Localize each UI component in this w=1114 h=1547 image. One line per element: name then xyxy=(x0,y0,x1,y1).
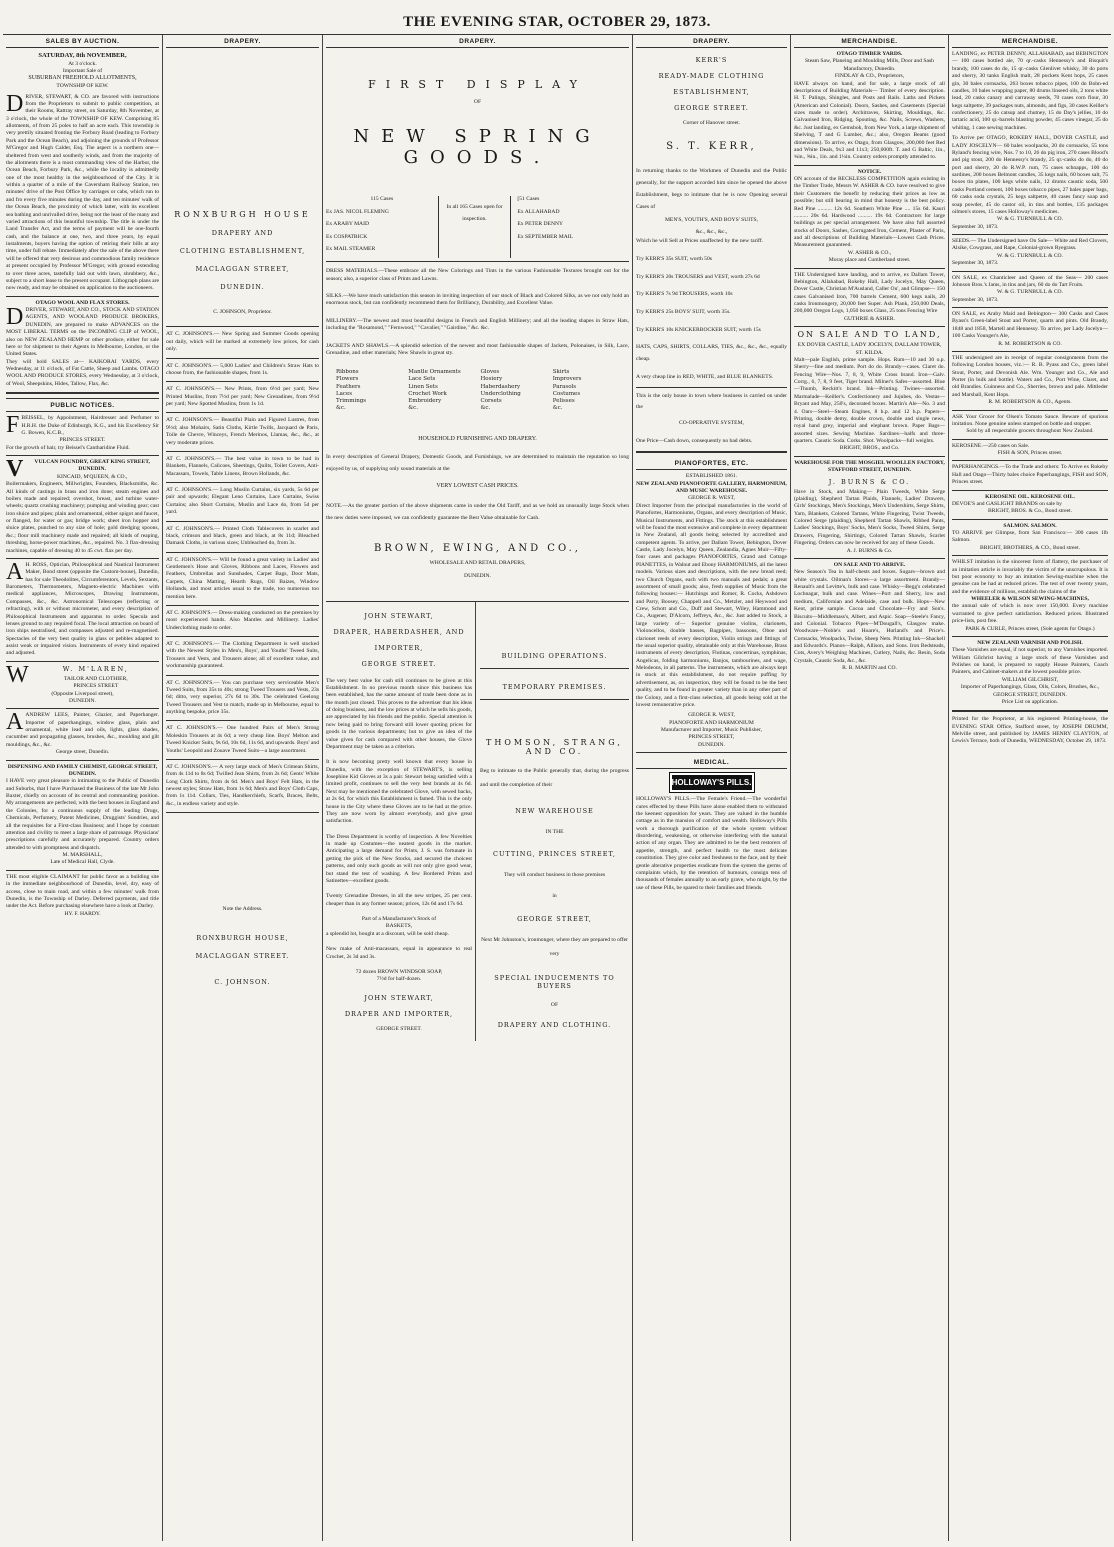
list-item: Ex PETER DENNY xyxy=(517,221,564,228)
ad-title: ON SALE AND TO ARRIVE. xyxy=(833,561,906,568)
ad-sign: Importer of Paperhangings, Glass, Oils, Colors, Brushes, &c., xyxy=(960,684,1100,691)
list-item: Ex COSPATRICK xyxy=(326,233,368,240)
ad-body: ON account of the RECKLESS COMPETITION again existing in the Timber Trade, Messrs W. ASHER & CO. have resolved to give their Customers the benefit by reducing their prices as low as possible; but still bearing in mind that honesty is the best policy. Red Pine .......... 12s 6d. Southern White Pine .... 15s 6d. Kauri .......... 20s 6d. Hardwood .......... 19s 6d. Contractors for large buildings as per special arrangement. We have also full assorted stocks of Doors, Sashes, Corrugated Iron, Cement, Plaster of Paris, and all descriptions of Building Materials—Lowest Cash Prices. Measurement guaranteed. xyxy=(794,176,945,249)
ad-title: SALMON. SALMON. xyxy=(1003,522,1057,529)
ad-body: ON SALE, ex Araby Maid and Bebington— 300 Casks and Cases Byass's Green-label Stout and Porter, quarts and pints. Old Brandy, 1848 and 1858, Martell and Hennessy. To arrive, per Lady Jocelyn— 100 Casks Younger's Ale, xyxy=(952,311,1108,340)
goods-item: Lace Sets xyxy=(408,376,436,383)
ad-line: IN THE xyxy=(545,828,564,835)
ad-sign: PARK & CURLE, Princes street, (Sole agents for Otago.) xyxy=(965,625,1095,632)
ad-title: ON SALE AND TO LAND, xyxy=(797,330,942,340)
ad-body: WHILST imitation is the sincerest form of flattery, the purchaser of an imitation article is invariably the victim of the unscrupulous. It is but poor economy to buy an imitation Sewing-machine when the genuine can be had at reduced prices. The test of over twenty years, and the evidence of millions, establish the claims of the xyxy=(952,559,1108,595)
ad-line: OF xyxy=(473,99,482,105)
ad-line: IMPORTER, xyxy=(374,643,424,652)
ad-sign: R. M. ROBERTSON & CO., Agents. xyxy=(988,399,1072,406)
ad-para: SILKS.—We have much satisfaction this season in inviting inspection of our stock of Black and Colored Silks, as we not only hold an enormous stock, but can confidently recommend them for Brilliancy, Durability, and Excellent Value. xyxy=(326,293,629,307)
ad-line: SPECIAL INDUCEMENTS TO BUYERS xyxy=(494,973,615,990)
thomson-strang-ad xyxy=(476,602,629,1042)
ad-para: Part of a Manufacturer's Stock of xyxy=(361,916,437,923)
ad-proprietor: C. JOHNSON, Proprietor. xyxy=(213,309,272,315)
goods-item: Embroidery xyxy=(408,397,442,404)
ad-line: GEORGE STREET, xyxy=(517,914,592,923)
notice-title: V VULCAN FOUNDRY, GREAT KING STREET, DUNEDIN. xyxy=(6,456,150,483)
notice-body: Boilermakers, Engineers, Millwrights, Founders, Blacksmiths, &c. All kinds of castings in brass and iron done; steam engines and boilers made and repaired; overshot, breast, and turbine water-wheels; quartz crushing machinery; pumping and winding gear; cast iron sluice and pipes; plain and ornamental, either spigot and faucet, or flanged, for water or gas; bridge work; sheet iron hopper and sluice plates, punched to any size of hole; gold dredging spoons, &c.; flour mill machinery made and repaired; all kinds of reaping, threshing, horse-power machines, &c., repaired. No. 3 flax-dressing machines, capable of dressing 40 to 45 cwt. flax per day. xyxy=(6,481,159,554)
johnson-ad: AT C. JOHNSON'S.— Beautiful Plain and Figured Lustres, from 9½d; also Mohairs, Satin Cloths, Kirtle Twills, Jacquard de Paris, Toile de Chevre, Winceys, French Merinos, Llamas, &c., &c., at very moderate prices. xyxy=(166,417,319,446)
ad-body: HAVE always on hand, and for sale, a large stock of all descriptions of Building Materials— Timber of every description. H. T. Palings, Shingles, and Posts and Rails. Laths and Pickets (American and Colonial). Doors, Sashes, and Casements (Special sizes made to order). Architraves, Skirting, Mouldings, &c. Galvanised Iron, Ridging, Spouting, &c. Nails, Screws, Washers, &c. Just landing, ex Gemsbok, from New York, a large shipment of Shelving, T and G Lumber, &c.; also, Oregon Beams (good dimensions). To arrive, ex Otago, from Glasgow, 200,000 feet Red and White Deals, 9x3 and 11x3; 250,000ft. T. and G Baltic, 1in., ¾in., ⅝in., 1in. and 1¼in. Country orders promptly attended to. xyxy=(794,80,945,161)
ad-line: Try KERR'S 7s 9d TROUSERS, worth 10s xyxy=(636,291,733,298)
ad-para: This is the only house in town where business is carried on under the xyxy=(636,392,787,411)
ad-line: BUILDING OPERATIONS. xyxy=(501,651,608,660)
column-header: MERCHANDISE. xyxy=(952,35,1108,48)
ad-para: DRESS MATERIALS.—These embrace all the New Colorings and Tints in the various Fashionable Textures brought out for the season; also, a superior class of Prints and Lawns. xyxy=(326,268,629,282)
ad-title: NEW ZEALAND PIANOFORTE GALLERY, HARMONIUM, AND MUSIC WAREHOUSE. xyxy=(636,480,787,494)
ad-date: September 30, 1873. xyxy=(952,296,999,303)
ad-line: &c., &c., &c., xyxy=(695,228,728,235)
column-kerr xyxy=(633,35,791,1541)
goods-item: Hosiery xyxy=(480,376,503,383)
ad-line: Moray place and Cumberland street. xyxy=(828,257,911,264)
ad-sign: R. M. ROBERTSON & CO. xyxy=(998,340,1062,347)
goods-item: Flowers xyxy=(336,376,359,383)
ad-line: DRAPER AND IMPORTER, xyxy=(344,1009,454,1018)
goods-item: &c. xyxy=(552,404,563,411)
goods-item: Haberdashery xyxy=(480,383,521,390)
goods-item: Laces xyxy=(336,390,353,397)
ad-para: Beg to intimate to the Public generally that, during the progress and until the completion of their xyxy=(480,767,629,789)
ad-line: CO-OPERATIVE SYSTEM, xyxy=(679,420,744,427)
shipments-left xyxy=(326,196,438,258)
ad-line: MACLAGGAN STREET, xyxy=(195,265,290,273)
ad-line: KERR'S xyxy=(695,56,728,64)
ad-line: TEMPORARY PREMISES. xyxy=(502,682,607,691)
notice-sign: HY. F. HARDY. xyxy=(64,910,101,917)
goods-item: Underclothing xyxy=(480,390,521,397)
ad-line: GEORGE R. WEST, xyxy=(688,495,735,502)
ad-para: MILLINERY.—The newest and most beautiful designs in French and English Millinery; and all the leading shapes in Straw Hats, including the "Rosamond," "Fernwood," "Cavalier," "Gairdine," &c. &c. xyxy=(326,317,629,332)
ad-sign: R. B. MARTIN and CO. xyxy=(842,665,897,672)
ad-line: BASKETS, xyxy=(385,923,413,930)
list-item: Ex ARABY MAID xyxy=(326,221,369,228)
ad-line: EX DOVER CASTLE, LADY JOCELYN, DALLAM TOWER, ST. KILDA. xyxy=(797,342,942,356)
johnson-ad: AT C. JOHNSON'S.— New Prints, from 6½d per yard; New Printed Muslins, from 7½d per yard; New Grenadines, from 9½d per yard; New Spotted Muslins, from 1s 1d. xyxy=(166,386,319,407)
notice: AANDREW LEES, Painter, Glazier, and Paperhanger. Importer of paperhangings, window glass, plain and ornamental, white lead and oils, lights, glass shades, cucumber and propagating glasses, brushes, &c., moulding and gilt mouldings, &c., &c. xyxy=(6,709,159,748)
ad-line: GEORGE STREET. xyxy=(361,659,437,668)
ad-line: READY-MADE CLOTHING xyxy=(658,72,765,80)
ad-body: THE undersigned are in receipt of regular consignments from the following London houses, viz.:— R. B. Pyass and Co., green label Stout, Porter, and Devonish Ale. Wm. Younger and Co., Ale and Porter (in bulk and bottle). Waters and Co., Port Wine, Claret, and old Brandies. Guinness and Co., Sherries, brown and pale. Mittleder and Marshall, Kent Hops. xyxy=(952,354,1108,398)
ad-para: JACKETS AND SHAWLS.—A splendid selection of the newest and most fashionable shapes of Jackets, Polonaises, in Silk, Lace, Grenadine, and other materials; New Shawls in great sty. xyxy=(326,342,629,356)
notice-body: I HAVE very great pleasure in intimating to the Public of Dunedin and Suburbs, that I have Purchased the Business of the late Mr John Baxter, chiefly on account of its central and commanding position. My arrangements are perfected, with the best houses in England and the Colonies, for a continuous supply of the leading Drugs, Chemicals, Perfumery, Patent Medicines, Druggists' Sundries, and all the requisites for a First-class Business; and I hope by constant attention and civility to meet a large share of patronage. Physicians' prescriptions carefully and accurately prepared. Country orders attended to with promptness and dispatch. xyxy=(6,778,160,851)
cases-count: 115 Cases xyxy=(370,196,394,203)
ad-title: FIRST DISPLAY xyxy=(368,78,587,91)
johnson-ad: AT C. JOHNSON'S.— One hundred Pairs of Men's Strong Moleskin Trousers at 4s 6d; a very cheap line. Boys' Melton and Tweed Knicker Suits, 9s 6d, 10s 6d, 11s 6d, and upwards. Boys' and Youths' Leopold and Zouave Tweed Suits—a large assortment. xyxy=(166,725,319,754)
list-item: Ex JAS. NICOL FLEMING xyxy=(326,208,389,215)
johnson-ad: AT C. JOHNSON'S.— The best value in town to be had in Blankets, Flannels, Calicoes, Sheetings, Quilts, Toilet Covers, Anti-Macassars, Towels, Table Linens, Brown Hollands, &c. xyxy=(166,455,319,477)
ad-line: C. JOHNSON. xyxy=(214,977,271,986)
ad-body: Direct Importer from the principal manufactories in the world of Pianofortes, Harmoniums, Organs, and every description of Music, Musical Instruments, and Fittings. The stock at this establishment will be found the most extensive and complete in every department in New Zealand, all goods being selected by accredited and competent agents. To arrive, per Dallam Tower, Bebington, Dover Castle, Lady Jocelyn, May Queen, Zealandia, Agnes Muir—Fifty-four cases and packages PIANOFORTES, Grand and Cottage PIANETTES, in Walnut and Ebony HARMONIUMS, all the latest models. Various sizes and descriptions, with the new bread reed; two Church Organs, each with two manuals and pedals; a great assortment of small goods; also, fresh supplies of Music from the following houses:— Hutchings and Romer, R. Cocks, Ashdown and Parry, Boosey, Chappell and Co., Metzler, and Heywood and Crew, Schott and Co., Duff and Stewart, Wiley, Hammond and Co., Augener, D'Alcorn, Jeffreys, &c., &c. Just added to Stock, a large variety of— Superior genuine violins, clarionets, Violoncellos, double basses, Bagpipes, bassoons, Oboe and clarionet reeds of every description, Violin strings and fittings of the usual superior quality, obtainable only at this Warehouse, Brass instruments of every description, Flutinas, concertinas, symphinas, Angelicas, folding harmoniums, Banjos, tambourines, and wage, Melodeons, in all patterns. The instruments, which are always kept in stock at this establishment, do not require puffing by advertisement, as, on inspection, they will be found to be the best quality, and to be found in greater variety than in any other part of the Colony, and a first-class selection, all goods being sold at the lowest remunerative price. xyxy=(636,502,787,708)
ad-body: PAPERHANGINGS.—To the Trade and others: To Arrive ex Rokeby Hall and Otago—Thirty bales choice Paperhangings, FISH and SON, Princes street. xyxy=(952,464,1108,486)
ad-para: It is now becoming pretty well known that every house in Dunedin, with the exception of STEWART'S, is selling Josephine Kid Gloves at 3s a pair. Stewart being satisfied with a limited profit, continues to sell the very best brands at 4s 6d. Next may be mentioned the celebrated Glove, with sewed backs, at 2s 6d, for which this Establishment is famed. This is the only house in the City where these Gloves are to be had at the price. They are now worn by almost everybody, and give great satisfaction. xyxy=(326,759,472,825)
ad-body: ASK Your Grocer for Olsen's Tomato Sauce. Beware of spurious imitation. None genuine unless stamped on bottle and stopper. xyxy=(952,413,1108,427)
goods-item: Skirts xyxy=(552,369,570,376)
ad-line: ESTABLISHED 1861. xyxy=(685,473,738,480)
masthead: THE EVENING STAR, OCTOBER 29, 1873. xyxy=(403,14,711,30)
section-title: HOUSEHOLD FURNISHING AND DRAPERY. xyxy=(418,436,537,443)
ad-line: NEW WAREHOUSE xyxy=(515,806,594,815)
ad-line: JOHN STEWART, xyxy=(364,611,434,620)
goods-item: Improvers xyxy=(552,376,582,383)
section-header: PIANOFORTES, ETC. xyxy=(636,457,787,470)
ad-body: These Varnishes are equal, if not superior, to any Varnishes imported. William Gilchrist having a large stock of these Varnishes and Polishes on hand, is prepared to supply House Painters, Coach Painters, and Cabinet-makers at the lowest possible price. xyxy=(952,647,1108,676)
ad-line: ESTABLISHMENT, xyxy=(673,88,750,96)
ad-line: Steam Saw, Planeing and Moulding Mills, Door and Sash Manufactory, Dunedin. xyxy=(805,58,934,72)
ad-line: DRAPER, HABERDASHER, AND xyxy=(333,627,465,636)
section-header: MEDICAL. xyxy=(636,756,787,769)
ad-date: September 30, 1873. xyxy=(952,260,999,267)
notice: A H. ROSS, Optician, Philosophical and Nautical Instrument Maker, Bond street (opposite the Custom-house), Dunedin, has for sale Theodolites, Circumferentors, Levels, Sextants, Barometers, Thermometers, Magneto-electric Machines with medical appliances, Microscopes, Drawing Instruments, Compasses, &c., &c. Astronomical Telescopes (reflecting or refracting), with or without micrometer, and every description of Philosophical Instruments and apparatus to order. Specula and lenses ground to any required focal. The local attraction on board of iron ships neutralised, and compasses adjusted and re-magnetised. Spectacles of the very best quality in glass or pebbles adapted to assist weak or impaired vision. Instruments of every kind repaired and adjusted. xyxy=(6,558,159,657)
ad-line: VERY LOWEST CASH PRICES. xyxy=(436,483,519,490)
notice-body: For the growth of hair, try Beissel's Cantharidine Fluid. xyxy=(6,444,130,451)
johnson-ads-list xyxy=(166,331,319,813)
goods-item: Ribbons xyxy=(336,369,359,376)
ad-sign: BRIGHT, BROTHERS, & CO., Bond street. xyxy=(980,544,1080,551)
ad-line: Try KERR'S 35s SUIT, worth 50s xyxy=(636,255,712,262)
ad-note: Note the Address. xyxy=(222,906,263,913)
ad-para: In every description of General Drapery, Domestic Goods, and Furnishings, we are determined to maintain the reputation so long enjoyed by us, of supplying only sound materials at the xyxy=(326,454,629,472)
ad-line: DUNEDIN. xyxy=(220,283,265,291)
column-header: DRAPERY. xyxy=(166,35,319,48)
ad-body: Malt—pale English, prime sample. Hops. Rum—10 and 30 o.p. Sherry—fine and medium. Port do do. Brandy—cases. Claret do. Fencing Wire—Nos. 7, 8, 9, White Cross brand. Iron—Galv. Corrg., 6, 7, 8, 9 feet, Tiger brand. Milner's Safes—assorted. Blue—Thumb, Reckitt's brand. Ink—Printing. Twines—assorted. Marmalade—Keiller's. Confectionery and Jujubes, do. Vestas—Bryant and May, 250's, decorated boxes. Martin's Ale—No. 3 and 4. Oars—Steel—Steam Engines, 8 h.p. and 12 h.p. Papers—Printing, double demy, double crown, double and single news, royal hand grey, imperial and elephant brown. Paper Bags—assorted sizes. Sewing Machine. Sardines—halfs and three-quarters. Caustic Soda. Corks. Shot. Woolpacks—full weights. xyxy=(794,356,945,444)
ad-sign: DUNEDIN. xyxy=(698,741,725,748)
johnson-ad: AT C. JOHNSON'S.— New Spring and Summer Goods opening out daily, which will be marked at extremely low prices, for cash only. xyxy=(166,331,319,353)
goods-item: &c. xyxy=(480,404,491,411)
notice-line: Late of Medical Hall, Clyde. xyxy=(50,859,115,866)
ad-body: SEEDS.— The Undersigned have On Sale— White and Red Clovers, Alsike, Cowgrass, and Rape, Colonial-grown Ryegrass. xyxy=(952,238,1108,252)
johnson-ad: AT C. JOHNSON'S.— Printed Cloth Tablecovers in scarlet and black, crimson and black, green and black, at 8s 11d; Bleached Damask Cloths, in various sizes; Unbleached do, from 3s. xyxy=(166,525,319,547)
ad-para: One Price—Cash down, consequently no bad debts. xyxy=(636,437,753,444)
ad-sign: Manufacturer and Importer, Music Publisher, xyxy=(660,727,763,733)
column-drapery-johnson xyxy=(163,35,323,1541)
cases-total: In all 165 Cases open for inspection. xyxy=(438,196,512,258)
ad-body: the annual sale of which is now over 150,000. Every machine warranted to give perfect satisfaction. Reduced prices. Illustrated price-lists, post free. xyxy=(952,603,1108,625)
ad-firm: THOMSON, STRANG, AND CO. xyxy=(486,737,623,756)
goods-item: Trimmings xyxy=(336,397,367,404)
notice-firm: KINCAID, M'QUEEN, & CO., xyxy=(56,473,128,480)
ad-body: DEVOE'S and GASLIGHT BRANDS on sale by xyxy=(952,500,1062,507)
column-header: DRAPERY. xyxy=(326,35,629,48)
ad-headline: NEW SPRING GOODS. xyxy=(353,126,602,169)
ad-line: in xyxy=(552,893,557,900)
ad-sign: FISH & SON, Princes street. xyxy=(997,450,1063,456)
ad-title: NEW ZEALAND VARNISH AND POLISH. xyxy=(977,639,1083,646)
ad-line: Corner of Hanover street. xyxy=(682,120,741,126)
notice-line: DUNEDIN. xyxy=(69,697,96,704)
column-header: MERCHANDISE. xyxy=(794,35,945,48)
ad-title: SATURDAY, 8th NOVEMBER, xyxy=(38,52,127,59)
ad-para: Which he will Sell at Prices unaffected by the new tariff. xyxy=(636,238,764,245)
goods-item: Costumes xyxy=(552,390,581,397)
ad-sign: W. & G. TURNBULL & CO. xyxy=(997,216,1063,223)
ad-para: New make of Anti-macassars, equal in appearance to real Crochet, 2s 3d and 3s. xyxy=(326,946,472,960)
column-header: DRAPERY. xyxy=(636,35,787,48)
ad-sign: A. J. BURNS & Co. xyxy=(846,547,893,554)
notice-address: PRINCES STREET. xyxy=(59,437,106,444)
shipments-block xyxy=(326,196,629,258)
list-item: Ex ALLAHABAD xyxy=(517,208,560,215)
ad-note: NOTE.—As the greater portion of the above shipments came in under the Old Tariff, and as we hold an unusually large Stock when the new duties were imposed, we can confidently guarantee the Best Value obtainable for Cash. xyxy=(326,503,629,522)
goods-item: &c. xyxy=(336,404,346,411)
ad-sign: PRINCES STREET, xyxy=(688,734,735,741)
ad-body: HOLLOWAY'S PILLS.—The Female's Friend.—The wonderful cures effected by these Pills have alone enabled them to withstand the keenest opposition for years. They are valued in the humble cottage as in the mansion of comfort and wealth. Holloway's Pills work a thorough purification of the whole system without disordering, weakening, or otherwise interfering with the natural action of any organ. They are admitted to be the best restorers of appetite, strength, and perfect health to the most delicate constitution. They give color and freshness to the face, and by their gentle alterative properties eradicate from the system the germs of complaints which, by the retention of humours, consign tens of thousands of females annually to an early grave, who might, by the use of these Pills, be spared to their families and friends. xyxy=(636,796,787,891)
ad-body: DDRIVER, STEWART, AND CO., STOCK AND STATION AGENTS, AND WOOLAND PRODUCE BROKERS, DUNEDIN, are prepared to make ADVANCES on the MOST LIBERAL TERMS on the INCOMING CLIP of WOOL, also on NEW ZEALAND HEMP or other produce, either for sale here or for shipment to their Agents in Melbourne, London, or the United States. xyxy=(6,304,159,358)
ad-line: CLOTHING ESTABLISHMENT, xyxy=(179,247,306,255)
ad-sign: W. & G. TURNBULL & CO. xyxy=(997,252,1063,259)
ad-body: DRIVER, STEWART, & CO. are favored with instructions from the Proprietors to submit to public competition, at their Rooms, Rattray street, on Saturday, 8th November, at 3 o'clock, the whole of the TOWNSHIP OF KEW. Comprising 85 allotments, of from 25 poles to half an acre each. This township is very prettily situated fronting the Forbury Road (leading to Forbury Park and the Ocean Beach), and adjoining the grounds of Professor M'Gregor and Hugh Calder, Esq. The aspect is a northern one—sheltered from west and southerly winds, and from the majority of the allotments there is a most commanding view of the Harbor, the Ocean Beach, Forbury Park, &c., while the locality is admittedly one of the most healthy in the neighbourhood of the City. It is within a quarter of a mile of the Caversham Railway Station, ten minutes' drive of the Post Office by carriages or cabs, which run to and fro every five minutes during the day, and ten minutes' walk of the Ocean Beach, the proximity of which latter, with its excellent sea bathing and unrivalled drive, being not the least of the many and varied attractions of this beautiful township. The title is under the Land Transfer Act, and the terms of payment will be one-fourth cash, and the balance at one, two, and three years, by equal instalments, buyers having the option of retiring their bills at any time, under full rebate. Immediately after the sale of the above there will be offered that very desirous and commodious family residence at present occupied by Professor M'Gregor, with ground extending to over three acres, tastefully laid out with lawn, shrubbery, &c., subject to a short lease to the present occupant. Lithograph plans are now ready, and may be obtained on application to the auctioneers. xyxy=(6,90,160,292)
ad-para: In returning thanks to the Workmen of Dunedin and the Public generally, for the support accorded him since he opened the above Establishment, begs to intimate that he is now Opening several Cases of xyxy=(636,168,787,210)
ad-line: Sold by all respectable grocers throughout New Zealand. xyxy=(966,428,1094,435)
printer-imprint: Printed for the Proprietor, at his registered Printing-house, the EVENING STAR Office, Stafford street, by JOSEPH DRUMM, Melville street, and published by JAMES HENRY CLAYTON, of Lewis's Terrace, both of Dunedin, WEDNESDAY, October 29, 1873. xyxy=(952,716,1108,745)
ad-sub: SUBURBAN FREEHOLD ALLOTMENTS, xyxy=(28,75,137,82)
ad-body: LANDING, ex PETER DENNY, ALLAHABAD, and BEBINGTON— 100 cases bottled ale, 70 qr.-casks Hennessy's and Bisquit's brandy, 100 cases do do, 15 qr.-casks Glenlivet whisky, 30 do ports and sherry, 30 tanks English malt, 28 pockets Kent hops, 25 cases gin, 30 bales cornsacks, 263 boxes tobacco pipes, 100 do Bohn-ed candles, 10 bales wrapping paper, 80 drums linseed oils, 2 tons white lead, 20 casks canary and carraway seeds, 70 cases corn flour, 30 kegs saltpetre, 39 packages nuts, almonds, and figs, 30 cases Keiller's confectionery, 25 do catsup and chutney, 15 do Day's jellies, 10 do tartaric acid, 100 qr.-barrels blasting powder, 45 cases vinegar, 25 do whiting, 1 case sewing machines. xyxy=(952,51,1108,131)
ad-sign: GEORGE STREET, DUNEDIN. xyxy=(993,691,1067,698)
ad-sign: BRIGHT, BROS. & Co., Bond street. xyxy=(987,508,1073,515)
ad-sub: TOWNSHIP OF KEW. xyxy=(56,83,109,90)
ad-body: TO ARRIVE per Glimpse, from San Francisco:— 300 cases 1lb Salmon. xyxy=(952,530,1108,544)
ad-line: Try KERR'S 25s BOYS' SUIT, worth 35s. xyxy=(636,309,731,315)
ad-para: Next Mr Johnston's, ironmonger, where they are prepared to offer very xyxy=(481,936,628,958)
ad-para: They will conduct business in those premises xyxy=(503,872,606,879)
ad-firm: BROWN, EWING, AND CO., xyxy=(374,542,581,554)
ad-body: THE Undersigned have landing, and to arrive, ex Dallam Tower, Bebington, Allahabad, Rokeby Hall, Lady Jocelyn, May Queen, Dover Castle, Christian M'Ausland, Caller Ou', and Glimpse— 150 cases Galvanised Iron, 700 barrels Cement, 600 kegs nails, 20 casks Ironmongery, 20,000 feet Super. Ash Plank, 250,000 Deals, 200,000 Oregon Logs, 1,050 boxes Glass, 25 tons Fencing Wire xyxy=(794,271,946,315)
goods-item: Feathers xyxy=(336,383,361,390)
goods-item: Pelisses xyxy=(552,397,575,404)
johnson-ad: AT C. JOHNSON'S.— You can purchase very serviceable Men's Tweed Suits, from 35s to 40s; strong Tweed Trousers and Vests, 23s 6d; ditto, very superior, 27s 6d to 30s. The celebrated Geelong Tweed Trousers and Vest to match, made up in Melbourne, equal to anything bespoke, price 35s. xyxy=(166,679,319,715)
ad-title: KEROSENE OIL. KEROSENE OIL. xyxy=(985,493,1075,500)
ad-title: RONXBURGH HOUSE xyxy=(174,210,311,219)
shipments-right xyxy=(511,196,629,258)
johnson-ad: AT C. JOHNSON'S.— 5,000 Ladies' and Children's Straw Hats to choose from, the fashionable shapes, from 1s. xyxy=(166,362,319,376)
ad-line: DUNEDIN. xyxy=(464,573,491,580)
ad-body: Have in Stock, and Making— Plain Tweeds, White Serge (plaiding), Shepherd Tartan Plaids, Flannels, Ladies' Drawers, Girls' Stockings, Men's Stockings, Men's Undershirts, Serge Shirts, Yarn, Blankets, Colored Tartans, White Fingering, Twist Tweeds, Colored Serge (plaiding), Shepherd Tartan Shawls, Ribbed Pants, Ladies' Stockings, Boys' Socks, Men's Socks, Tweed Shirts, Serge Drawers, Fingering, Shirtings, Colored Tartan Shawls, Scarlet Fingering. Orders can now be received for any of these Goods. xyxy=(794,488,945,547)
johnson-ad: AT C. JOHNSON'S.— The Clothing Department is well stocked with the Newest Styles in Men's, Boys', and Youths' Tweed Suits, Trousers and Vests, and Trousers alone; all of excellent value, and workmanship guaranteed. xyxy=(166,641,319,670)
ad-body: They will hold SALES at— KAIKORAI YARDS, every Wednesday, at 11 o'clock, of Fat Cattle, Sheep and Lambs. OTAGO WOOL AND PRODUCE STORES, every Wednesday, at 3 o'clock, of Wool, Sheepskins, Hides, Tallow, Flax, &c. xyxy=(6,358,159,387)
notice: FBEISSEL, by Appointment, Hairdresser and Perfumer to H.R.H. the Duke of Edinburgh, K.G., and his Excellency Sir G. Bowen, K.C.B., xyxy=(6,412,159,439)
notice-title: W W. M'LAREN, xyxy=(6,661,129,688)
ad-body: New Season's Tea in half-chests and boxes. Sugars—brown and white crystals. Oilman's Stores—a large assortment. Brandy—Renault's and Levitte's, bulk and case. Whisky—Begg's celebrated Lochnagar, bulk and case. Wines—Port and Sherry, low and medium, Californian and Adelaide, case and bulk. Hops—New Kent, prime sample. Cocoa and Chocolate—Fry and Son's. Biscuits—Middlemass's, Albert, and Aspic. Soap—Steele's Fancy, and Colonial. Tobacco Pipes—M'Dougall's, Glasgow make. Woodware—Noble's and Hoare's, Hurland's and Price's. Cornsacks, Woolpacks, Twine, Sheep Nets. Printing Ink—Shackell and Edwards's. Pianos—Ralph, Allison, and Sons. Iron Bedsteads, Cots, Avery's Weighing Machines, Cutlery, Nails, &c. Resin, Soda Crystals, Caustic Soda, &c., &c. xyxy=(794,569,945,664)
goods-item: Crochet Work xyxy=(408,390,447,397)
goods-item: Gloves xyxy=(480,369,500,376)
holloways-pills-logo: HOLLOWAY'S PILLS. xyxy=(670,773,754,792)
ad-line: 7½d for half-dozen. xyxy=(376,976,422,983)
ad-line: MACLAGGAN STREET. xyxy=(195,951,290,960)
notice-title: DISPENSING AND FAMILY CHEMIST, GEORGE STREET, DUNEDIN. xyxy=(7,763,158,777)
ad-line: Price List on application. xyxy=(1001,698,1059,705)
notice-sign: M. MARSHALL, xyxy=(62,852,103,859)
ad-body: KEROSENE.—250 cases on Sale. xyxy=(952,442,1030,449)
ad-line: FINDLAY & CO., Proprietors, xyxy=(834,73,905,80)
ad-line: DRAPERY AND xyxy=(211,229,274,237)
ad-sign: W. & G. TURNBULL & CO. xyxy=(997,289,1063,296)
section-header: PUBLIC NOTICES. xyxy=(6,398,159,412)
column-merchandise-2 xyxy=(949,35,1111,1541)
ad-sign: GEORGE R. WEST, xyxy=(688,712,735,719)
ad-line: GEORGE STREET. xyxy=(376,1025,422,1032)
ad-title: NOTICE. xyxy=(857,168,882,175)
cases-count: [51 Cases xyxy=(517,196,540,203)
john-stewart-ad xyxy=(326,602,476,1042)
ad-title: WAREHOUSE FOR THE MOSGIEL WOOLLEN FACTORY, STAFFORD STREET, DUNEDIN. xyxy=(794,459,945,474)
ad-sign: W. ASHER & CO., xyxy=(847,249,892,256)
ad-sign: PIANOFORTE AND HARMONIUM xyxy=(669,719,754,726)
ad-firm: J. BURNS & CO. xyxy=(828,477,911,486)
ad-sub: Important Sale of xyxy=(62,67,103,74)
ad-firm: S. T. KERR, xyxy=(666,141,757,153)
column-merchandise-1 xyxy=(791,35,949,1541)
notice-line: George street, Dunedin. xyxy=(55,749,110,756)
ad-line: GEORGE STREET. xyxy=(674,104,749,112)
johnson-ad: AT C. JOHNSON'S.— Long Muslin Curtains, six yards, 5s 6d per pair and upwards; Elegant Leno Curtains, Lace Curtains, Swiss Curtains; also Short Curtains, Muslin and Lace do, from 5d per yard. xyxy=(166,487,319,516)
ad-line: MEN'S, YOUTH'S, AND BOYS' SUITS, xyxy=(664,217,759,224)
ad-para: The Dress Department is worthy of inspection. A few Novelties in made up Costumes—the neatest goods in the market. Anticipating a large demand for Prints, J. S. was fortunate in getting the pick of the New Stocks, and secured the choicest patterns, and only such goods as will not only give good wear, but stand the test of washing. A few Bordered Prints and Satinettes—excellent goods. xyxy=(326,833,472,884)
ad-title: OTAGO WOOL AND FLAX STORES. xyxy=(35,299,130,306)
ad-para: The very best value for cash still continues to be given at this Establishment. In no previous month since this business has been established, has the same amount of trade been done as in the month just closed. This proves to the advertiser that his ideas of doing business, and the low prices at which he sells his goods, are appreciated by his friends and the public. Special attention is now being paid to bring forward still lower quoting prices for goods in the various departments; but to give an idea of the value given for cash compared with other houses, the Glove Department may be taken as a criterion. xyxy=(326,677,472,750)
newspaper-page xyxy=(3,34,1111,1540)
ad-line: OF xyxy=(550,1001,559,1008)
ad-time: At 3 o'clock. xyxy=(68,60,97,67)
notice-line: (Opposite Liverpool street), xyxy=(51,690,114,697)
ad-line: 72 dozen BROWN WINDSOR SOAP, xyxy=(355,968,443,975)
ad-para: Twenty Grenadine Dresses, in all the new stripes, 25 per cent. cheaper than in any former season; prices, 12s 6d and 17s 6d. xyxy=(326,893,472,907)
ad-sign: WILLIAM GILCHRIST, xyxy=(1001,676,1059,683)
ad-line: WHOLESALE AND RETAIL DRAPERS, xyxy=(429,559,526,566)
ad-line: CUTTING, PRINCES STREET, xyxy=(493,850,616,859)
goods-item: Linen Sets xyxy=(408,383,438,390)
column-auctions xyxy=(3,35,163,1541)
column-drapery-main xyxy=(323,35,633,1541)
goods-item: &c. xyxy=(408,404,418,411)
goods-item: Corsets xyxy=(480,397,502,404)
list-item: Ex MAIL STEAMER xyxy=(326,245,376,252)
ad-line: Try KERR'S 20s TROUSERS and VEST, worth 27s 6d xyxy=(636,273,760,280)
ad-line: A very cheap line in RED, WHITE, and BLUE BLANKETS. xyxy=(636,373,774,380)
johnson-ad: AT C. JOHNSON'S.— Will be found a great variety in Ladies' and Gentlemen's Hose and Gloves, Ribbons and Laces, Flowers and Feathers, Umbrellas and Sunshades, Carpet Bags, Door Mats, Carpets, China Matting, Hearth Rugs, Oil Baizes, Window Hollands, and most articles usual to the trade, too numerous too mention here. xyxy=(166,556,319,600)
ad-line: HATS, CAPS, SHIRTS, COLLARS, TIES, &c., &c., &c., equally cheap. xyxy=(636,344,787,363)
notice-line: TAILOR AND CLOTHIER, xyxy=(63,675,128,682)
ad-title: WHEELER & WILSON SEWING-MACHINES, xyxy=(971,596,1089,602)
ad-title: OTAGO TIMBER YARDS. xyxy=(836,51,903,57)
ad-date: September 30, 1873. xyxy=(952,223,999,230)
ad-line: JOHN STEWART, xyxy=(364,993,434,1002)
column-header: SALES BY AUCTION. xyxy=(6,35,159,48)
goods-list xyxy=(336,369,619,412)
notice: THE most eligible CLAIMANT for public favor as a building site in the immediate neighbourhood of Dunedin, level, dry, easy of access, close to main road, and within a few minutes' walk from Dunedin, is the Township of Darley. Deferred payments, and title under the Act. Before purchasing elsewhere have a look at Darley. xyxy=(6,873,159,910)
ad-line: DRAPERY AND CLOTHING. xyxy=(497,1021,612,1030)
johnson-ad: AT C. JOHNSON'S.— Dress-making conducted on the premises by most experienced hands. Also Mantles and Millinery. Ladies' Underclothing made to order. xyxy=(166,609,319,631)
ad-sign: BRIGHT, BROS., and Co. xyxy=(839,445,900,452)
notice-line: PRINCES STREET xyxy=(73,683,119,690)
ad-para: a splendid lot, bought at a discount, will be sold cheap. xyxy=(326,930,449,937)
list-item: Ex SEPTEMBER MAIL xyxy=(517,233,574,240)
ad-body: To Arrive per OTAGO, ROKEBY HALL, DOVER CASTLE, and LADY JOSCELYN— 60 bales woolpacks, 20 do cornsacks, 55 tons Ryland's fencing wire, Nos. 7 to 10, 26 do pig iron, 270 cases Blood's and pig stout, 200 do Hennessy's brandy, 25 qr.-casks do do, 40 do port and sherry, 20 do R.W.P. rum, 75 cases schnapps, 100 do sardines, 200 boxes Belmont candles, 35 kegs nails, 60 boxes salt, 75 boxes tin plates, 100 kegs white nails, 12 drums caustic soda, 500 casks Portland cement, 100 boxes tobacco pipes, 27 bales paper bags, 60 casks soda crystals, 25 kegs saltpetre, 40 cases fancy soap and soap powder, 45 do castor oil, in tins and bottles, 135 packages oilmen's stores, 15 cases Holloway's medicines. xyxy=(952,135,1108,215)
ad-line: RONXBURGH HOUSE, xyxy=(196,933,289,942)
ad-line: Try KERR'S 10s KNICKERBOCKER SUIT, worth 15s xyxy=(636,326,761,333)
goods-item: Mantle Ornaments xyxy=(408,369,461,376)
ad-body: ON SALE, ex Chanticleer and Queen of the Seas— 200 cases Johnson Bros.'s Jams, in tins and jars, 60 do do Tart Fruits. xyxy=(952,274,1108,288)
lower-split xyxy=(326,601,629,1042)
ad-sign: GUTHRIE & ASHER. xyxy=(843,315,896,322)
johnson-ad: AT C. JOHNSON'S.— A very large stock of Men's Crimean Shirts, from 4s 11d to 8s 6d; Twilled Jean Shirts, from 2s 6d; Gents' White Long Cloth Shirts, from 4s 6d. Men's and Boys' Felt Hats, in the newest styles; Straw Hats, from 1s 6d; Men's and Boys' Cloth Caps, from 1s 11d. Collars, Ties, Handkerchiefs, Scarfs, Braces, Belts, &c., in endless variety and style. xyxy=(166,763,319,807)
goods-item: Parasols xyxy=(552,383,577,390)
